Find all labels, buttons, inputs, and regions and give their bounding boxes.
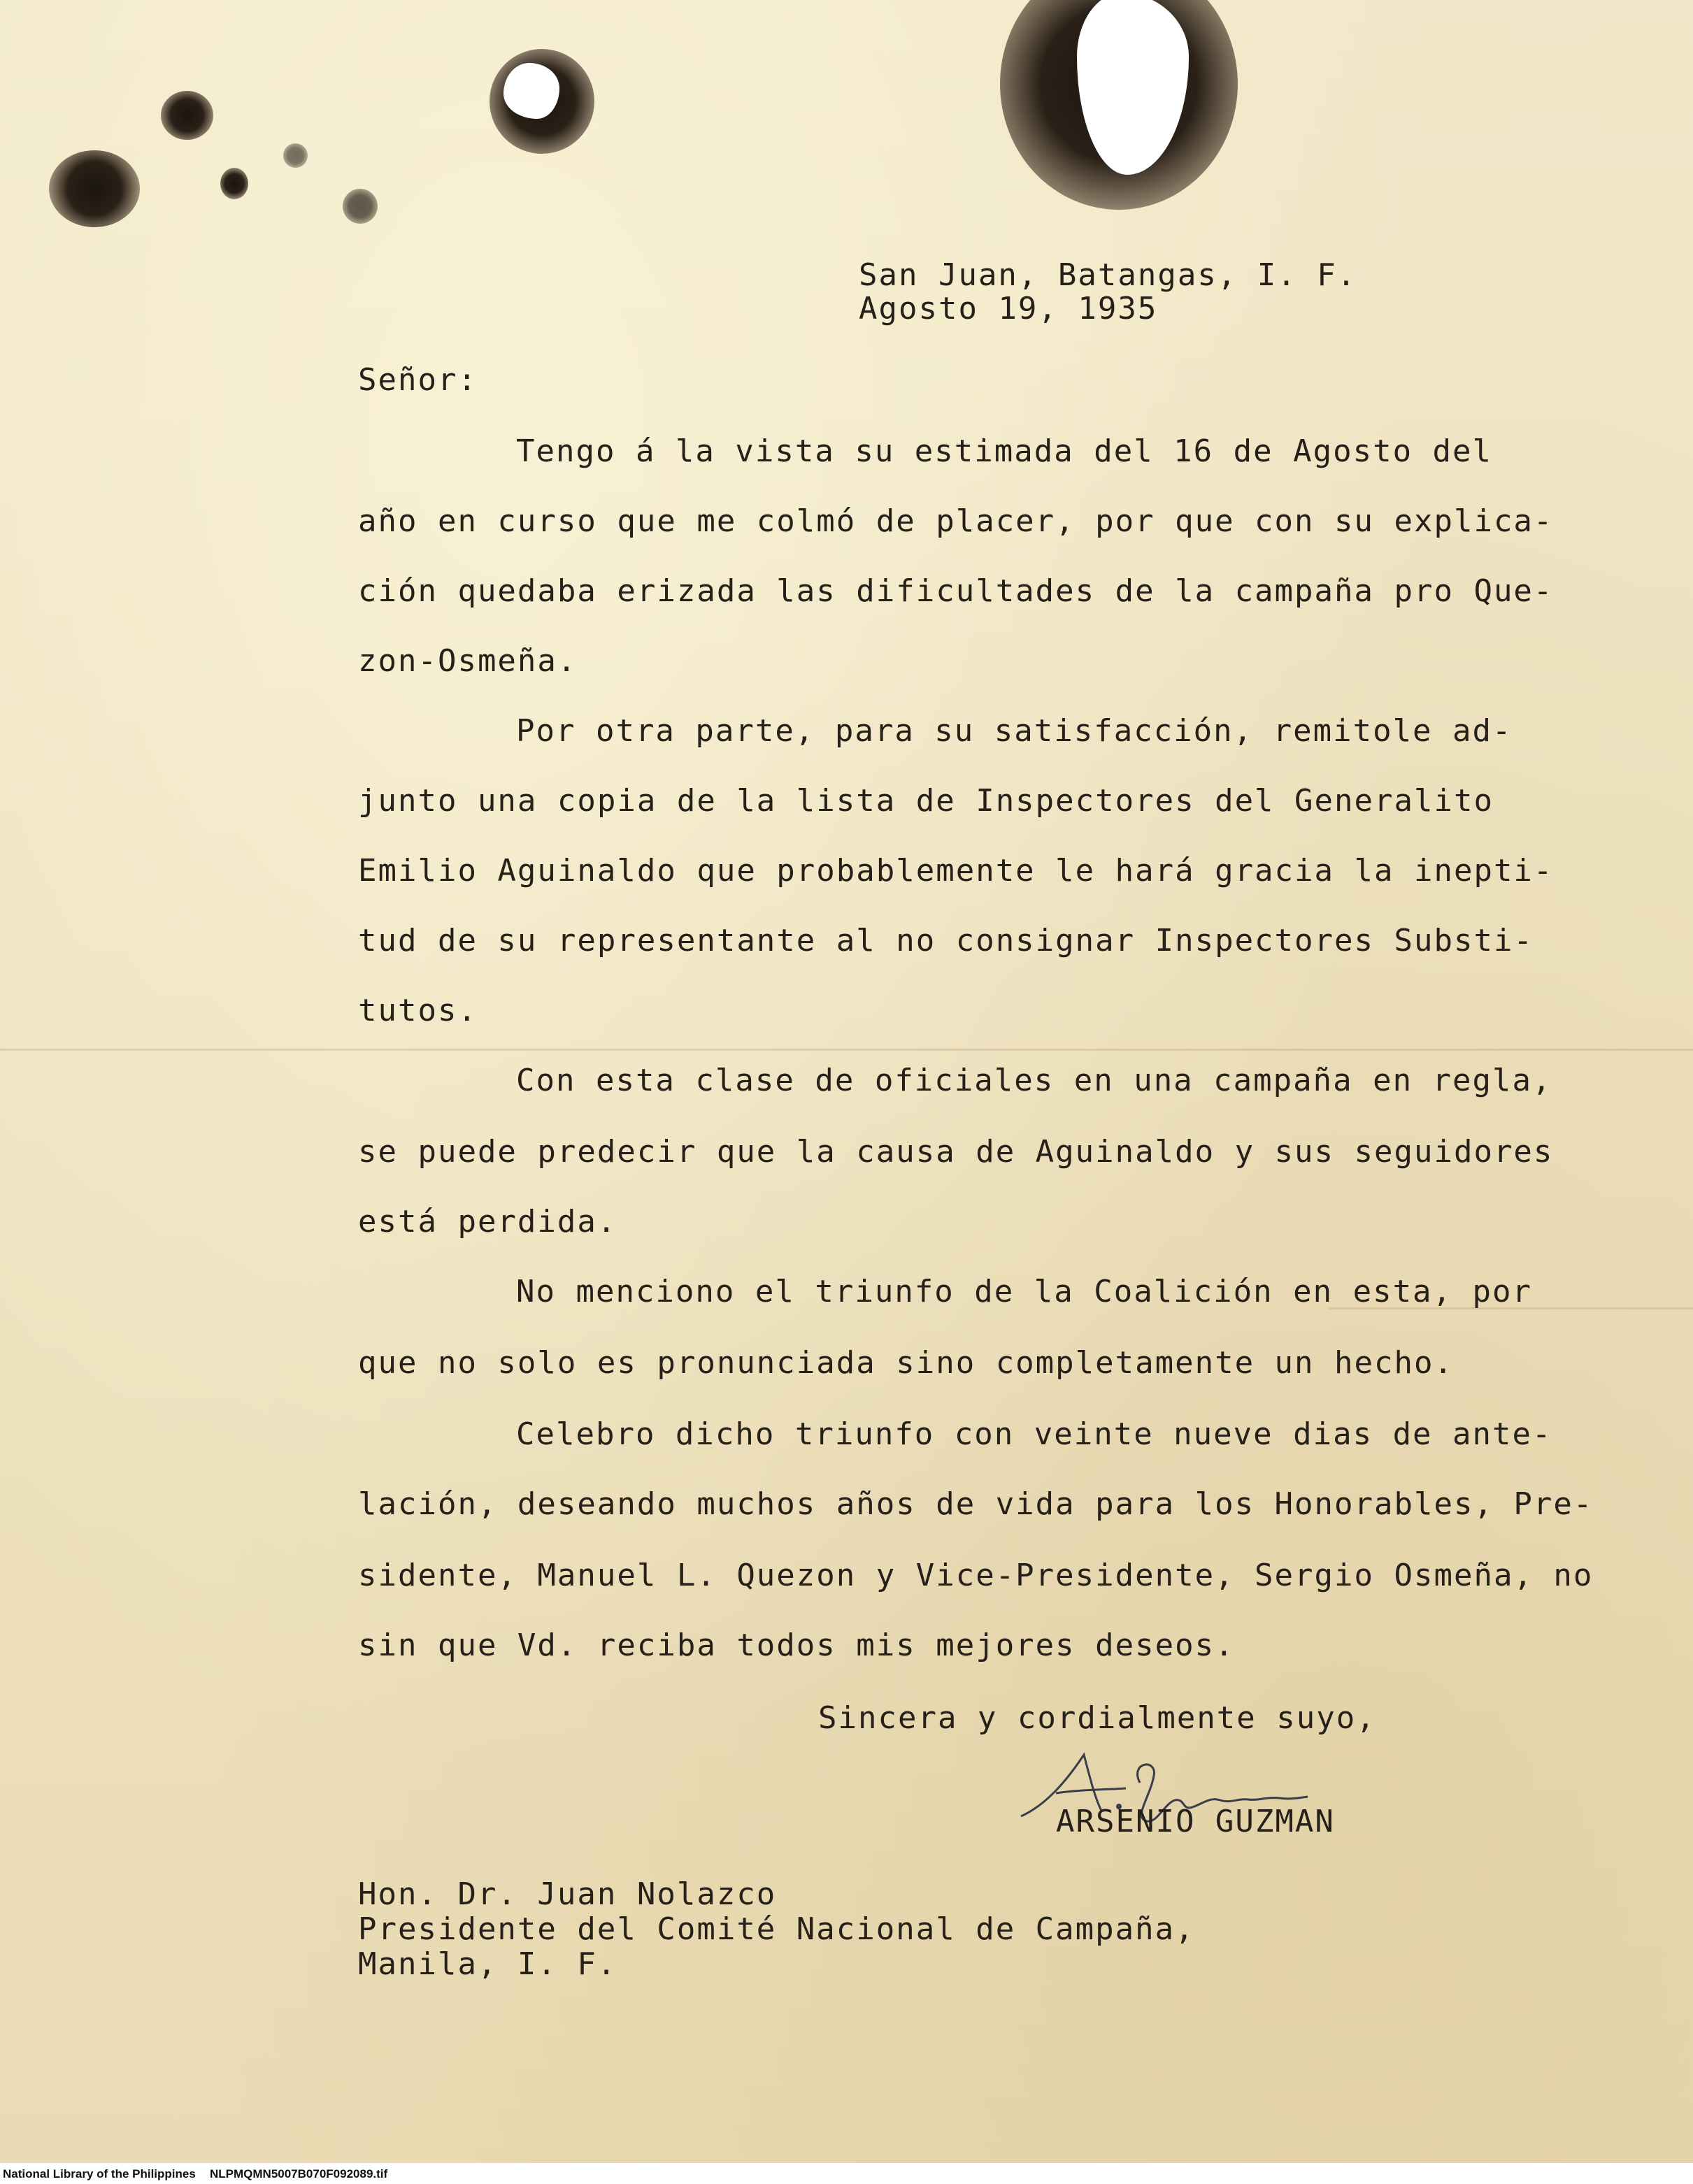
archive-footer xyxy=(0,2163,1693,2184)
body-line: Emilio Aguinaldo que probablemente le hará gracia la inepti- xyxy=(358,853,1554,889)
archive-name: National Library of the Philippines xyxy=(3,2167,196,2181)
body-line: sin que Vd. reciba todos mis mejores deseos. xyxy=(358,1628,1235,1663)
body-line: tutos. xyxy=(358,993,478,1028)
archive-file-id: NLPMQMN5007B070F092089.tif xyxy=(210,2167,388,2181)
body-line: junto una copia de la lista de Inspectores del Generalito xyxy=(358,783,1494,819)
body-line: tud de su representante al no consignar Inspectores Substi- xyxy=(358,923,1534,958)
body-line: Celebro dicho triunfo con veinte nueve dias de ante- xyxy=(516,1416,1552,1452)
recipient-line: Manila, I. F. xyxy=(358,1946,617,1982)
burn-mark-small-4 xyxy=(283,143,308,168)
burn-mark-small-3 xyxy=(343,189,378,224)
body-line: Con esta clase de oficiales en una campaña en regla, xyxy=(516,1063,1552,1098)
burn-mark-top-left xyxy=(49,150,140,227)
letter-salutation: Señor: xyxy=(358,362,478,398)
burn-hole-center xyxy=(503,63,559,119)
body-line: Por otra parte, para su satisfacción, remitole ad- xyxy=(516,713,1513,749)
body-line: que no solo es pronunciada sino completamente un hecho. xyxy=(358,1345,1454,1381)
body-line: Tengo á la vista su estimada del 16 de Agosto del xyxy=(516,433,1493,469)
signer-name: ARSENIO GUZMAN xyxy=(1056,1804,1335,1839)
letter-closing: Sincera y cordialmente suyo, xyxy=(818,1700,1376,1736)
body-line: está perdida. xyxy=(358,1204,617,1240)
burn-mark-small-1 xyxy=(161,91,213,140)
body-line: lación, deseando muchos años de vida para los Honorables, Pre- xyxy=(358,1486,1594,1522)
burn-mark-small-2 xyxy=(220,168,248,199)
body-line: año en curso que me colmó de placer, por que con su explica- xyxy=(358,503,1554,539)
fold-line-1 xyxy=(0,1049,1693,1051)
body-line: No menciono el triunfo de la Coalición en esta, por xyxy=(516,1274,1533,1309)
recipient-line: Presidente del Comité Nacional de Campaña, xyxy=(358,1911,1195,1947)
letter-date: Agosto 19, 1935 xyxy=(859,291,1158,326)
body-line: ción quedaba erizada las dificultades de la campaña pro Que- xyxy=(358,573,1554,609)
recipient-line: Hon. Dr. Juan Nolazco xyxy=(358,1876,777,1912)
body-line: se puede predecir que la causa de Aguinaldo y sus seguidores xyxy=(358,1134,1554,1170)
body-line: zon-Osmeña. xyxy=(358,643,578,679)
letter-place: San Juan, Batangas, I. F. xyxy=(859,257,1357,293)
body-line: sidente, Manuel L. Quezon y Vice-Presidente, Sergio Osmeña, no xyxy=(358,1558,1594,1593)
